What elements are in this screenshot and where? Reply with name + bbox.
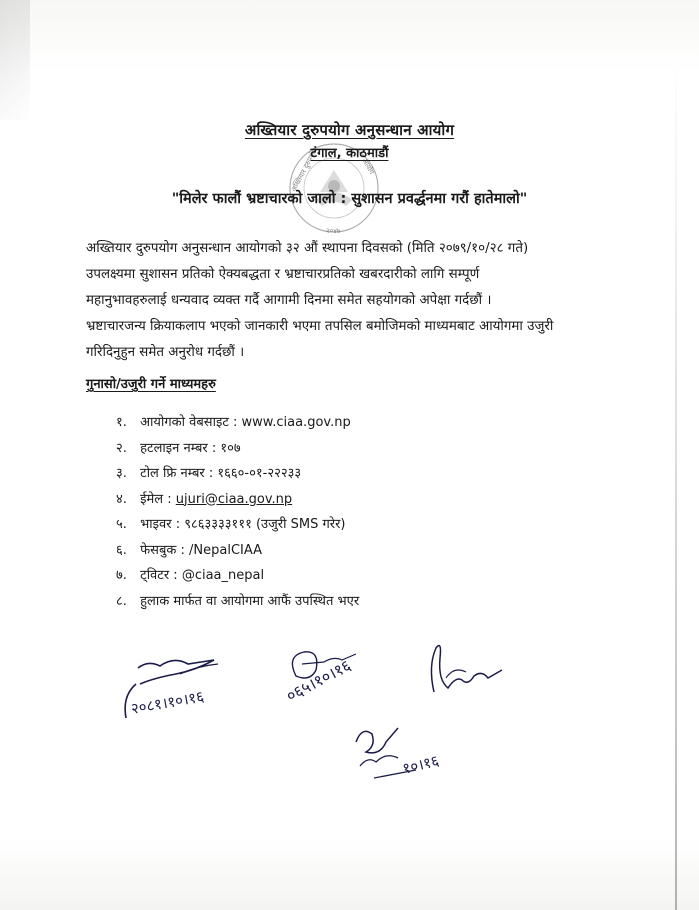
- channels-list: [116, 410, 359, 614]
- list-item: [116, 487, 359, 513]
- sig2-date: ०६५।१०।१६: [282, 655, 355, 706]
- page-fold-shadow: [0, 0, 30, 120]
- organization-title: अख्तियार दुरुपयोग अनुसन्धान आयोग: [244, 121, 455, 139]
- item-label: फेसबुक :: [140, 542, 185, 558]
- seal-text-left: अख्तियार दुरुपयोग: [289, 147, 320, 193]
- website-link[interactable]: www.ciaa.gov.np: [241, 415, 351, 430]
- list-item: [116, 461, 359, 487]
- list-item: [116, 410, 359, 436]
- paragraph-line: अख्तियार दुरुपयोग अनुसन्धान आयोगको ३२ औं स्थापना दिवसको (मिति २०७९/१०/२८ गते): [86, 241, 529, 256]
- seal-text-right: आयोग: [360, 157, 376, 176]
- item-number: १.: [116, 415, 127, 430]
- handwritten-signature-2: [280, 636, 390, 716]
- item-label: ईमेल :: [140, 491, 172, 507]
- handwritten-signature-1: [118, 648, 248, 728]
- notice-paragraph: [86, 236, 626, 366]
- item-number: ८.: [116, 593, 127, 609]
- facebook-handle: /NepalCIAA: [189, 542, 263, 558]
- list-item: [116, 436, 359, 462]
- list-item: [116, 563, 359, 589]
- sig4-date: १०।१६: [400, 751, 441, 778]
- viber-number: ९८६३३३३१११ (उजुरी SMS गरेर): [184, 517, 346, 532]
- item-number: ७.: [116, 568, 127, 583]
- item-label: भाइवर :: [140, 517, 181, 532]
- item-label: हटलाइन नम्बर :: [140, 440, 217, 456]
- item-number: ३.: [116, 466, 127, 481]
- organization-address: टंगाल, काठमाडौं: [310, 146, 389, 161]
- handwritten-signature-3: [422, 636, 512, 706]
- paragraph-line: उपलक्ष्यमा सुशासन प्रतिको ऐक्यबद्धता र भ्रष्टाचारप्रतिको खबरदारीको लागि सम्पूर्ण: [86, 267, 480, 282]
- item-number: ५.: [116, 517, 127, 532]
- item-label: हुलाक मार्फत वा आयोगमा आफैं उपस्थित भएर: [140, 593, 360, 609]
- item-label: टोल फ्रि नम्बर :: [140, 466, 214, 481]
- paragraph-line: गरिदिनुहुन समेत अनुरोध गर्दछौं ।: [86, 345, 245, 360]
- twitter-handle: @ciaa_nepal: [181, 568, 265, 583]
- handwritten-signature-4: [346, 712, 476, 792]
- list-item: [116, 512, 359, 538]
- sig1-date: २०८१।१०।१६: [129, 687, 206, 718]
- hotline-number: १०७: [220, 440, 241, 456]
- item-label: ट्विटर :: [140, 568, 178, 583]
- channels-heading: गुनासो/उजुरी गर्ने माध्यमहरु: [86, 377, 216, 392]
- item-label: आयोगको वेबसाइट :: [140, 415, 238, 430]
- list-item: [116, 589, 359, 615]
- seal-year: २०४७: [326, 227, 341, 235]
- toll-free-number: १६६०-०१-२२२३३: [217, 466, 302, 481]
- slogan: "मिलेर फालौं भ्रष्टाचारको जालो : सुशासन प्रवर्द्धनमा गरौं हातेमालो": [171, 191, 528, 207]
- list-item: [116, 538, 359, 564]
- email-link[interactable]: ujuri@ciaa.gov.np: [175, 491, 293, 507]
- paragraph-line: भ्रष्टाचारजन्य क्रियाकलाप भएको जानकारी भएमा तपसिल बमोजिमको माध्यमबाट आयोगमा उजुरी: [86, 319, 554, 334]
- paragraph-line: महानुभावहरुलाई धन्यवाद व्यक्त गर्दै आगामी दिनमा समेत सहयोगको अपेक्षा गर्दछौं ।: [86, 293, 492, 308]
- item-number: २.: [116, 440, 127, 456]
- item-number: ६.: [116, 542, 127, 558]
- item-number: ४.: [116, 491, 127, 507]
